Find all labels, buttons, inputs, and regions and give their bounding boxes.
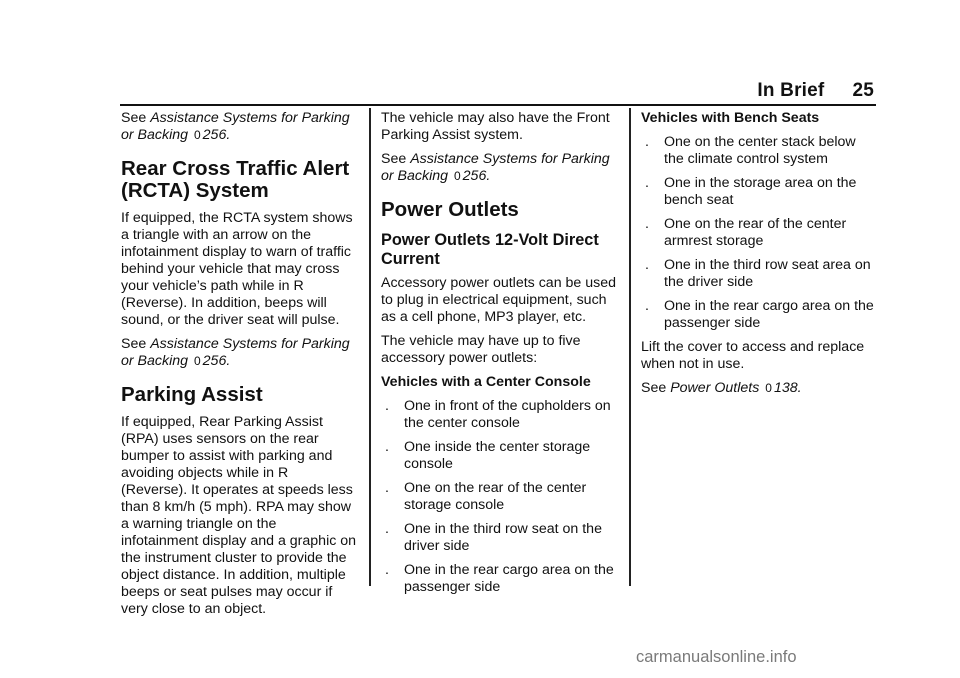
cross-reference: See Assistance Systems for Parking or Backing 0 256. xyxy=(121,110,350,143)
list-item: . One in the third row seat area on the driver side xyxy=(645,257,871,290)
outlets-paragraph: Accessory power outlets can be used to plug in electrical equipment, such as a cell phone, MP3 player, etc. xyxy=(381,275,617,325)
bullet-icon: . xyxy=(645,216,649,232)
header-rule xyxy=(120,104,876,106)
list-item: . One on the rear of the center storage console xyxy=(385,480,587,513)
list-item: . One in the storage area on the bench seat xyxy=(645,175,857,208)
page-ref-icon: 0 xyxy=(453,169,461,183)
outlets-count-paragraph: The vehicle may have up to five accessory power outlets: xyxy=(381,333,581,366)
bench-seats-heading: Vehicles with Bench Seats xyxy=(641,110,820,126)
bullet-icon: . xyxy=(385,480,389,496)
bullet-icon: . xyxy=(645,257,649,273)
bench-seats-list xyxy=(641,134,877,332)
cross-reference-link[interactable]: Assistance Systems for Parking or Backing xyxy=(381,151,610,184)
cross-reference-link[interactable]: Assistance Systems for Parking or Backing xyxy=(121,336,350,369)
page-number: 25 xyxy=(852,80,874,101)
cross-reference-page[interactable]: 138. xyxy=(773,380,802,396)
bullet-icon: . xyxy=(385,439,389,455)
list-item: . One in the rear cargo area on the passenger side xyxy=(645,298,874,331)
center-console-heading: Vehicles with a Center Console xyxy=(381,374,591,390)
list-item: . One inside the center storage console xyxy=(385,439,591,472)
rcta-paragraph: If equipped, the RCTA system shows a triangle with an arrow on the infotainment display to warn of traffic behind your vehicle that may cross your vehicle’s path while in R (Reverse). In addition, beeps will sound, or the driver seat will pulse. xyxy=(121,210,353,328)
column-divider xyxy=(369,108,371,586)
cross-reference: See Assistance Systems for Parking or Backing 0 256. xyxy=(381,151,610,184)
bullet-icon: . xyxy=(385,521,389,537)
list-item: . One in the third row seat on the driver side xyxy=(385,521,602,554)
list-item: . One on the rear of the center armrest storage xyxy=(645,216,847,249)
list-item: . One in the rear cargo area on the passenger side xyxy=(385,562,614,595)
bullet-icon: . xyxy=(645,134,649,150)
column-2 xyxy=(381,110,617,603)
bullet-icon: . xyxy=(385,398,389,414)
list-item: . One in front of the cupholders on the center console xyxy=(385,398,611,431)
cross-reference-page[interactable]: 256. xyxy=(202,127,231,143)
front-parking-paragraph: The vehicle may also have the Front Parking Assist system. xyxy=(381,110,610,143)
page-ref-icon: 0 xyxy=(765,381,772,395)
power-outlets-subheading: Power Outlets 12-Volt Direct Current xyxy=(381,231,599,268)
center-console-list xyxy=(381,398,617,596)
parking-assist-heading: Parking Assist xyxy=(121,383,263,406)
column-3 xyxy=(641,110,877,404)
cross-reference: See Assistance Systems for Parking or Backing 0 256. xyxy=(121,336,350,369)
bullet-icon: . xyxy=(645,298,649,314)
rcta-heading: Rear Cross Traffic Alert (RCTA) System xyxy=(121,157,350,202)
bullet-icon: . xyxy=(645,175,649,191)
lift-cover-paragraph: Lift the cover to access and replace when not in use. xyxy=(641,339,865,372)
parking-assist-paragraph: If equipped, Rear Parking Assist (RPA) uses sensors on the rear bumper to assist with parking and avoiding objects while in R (Reverse). It operates at speeds less than 8 km/h (5 mph). RPA may show a warning triangle on the infotainment display and a graphic on the instrument cluster to provide the object distance. In addition, multiple beeps or seat pulses may occur if very close to an object. xyxy=(121,414,357,617)
column-divider xyxy=(629,108,631,586)
bullet-icon: . xyxy=(385,562,389,578)
cross-reference-page[interactable]: 256. xyxy=(202,353,231,369)
cross-reference-link[interactable]: Power Outlets xyxy=(670,380,760,396)
list-item: . One on the center stack below the climate control system xyxy=(645,134,856,167)
cross-reference-link[interactable]: Assistance Systems for Parking or Backing xyxy=(121,110,350,143)
section-title: In Brief xyxy=(757,80,825,101)
page-header xyxy=(757,80,874,102)
cross-reference: See Power Outlets 0 138. xyxy=(641,380,802,396)
cross-reference-page[interactable]: 256. xyxy=(462,168,491,184)
page-ref-icon: 0 xyxy=(193,128,201,142)
page-ref-icon: 0 xyxy=(193,354,201,368)
column-1 xyxy=(121,110,357,625)
watermark: carmanualsonline.info xyxy=(636,648,797,666)
power-outlets-heading: Power Outlets xyxy=(381,198,519,221)
